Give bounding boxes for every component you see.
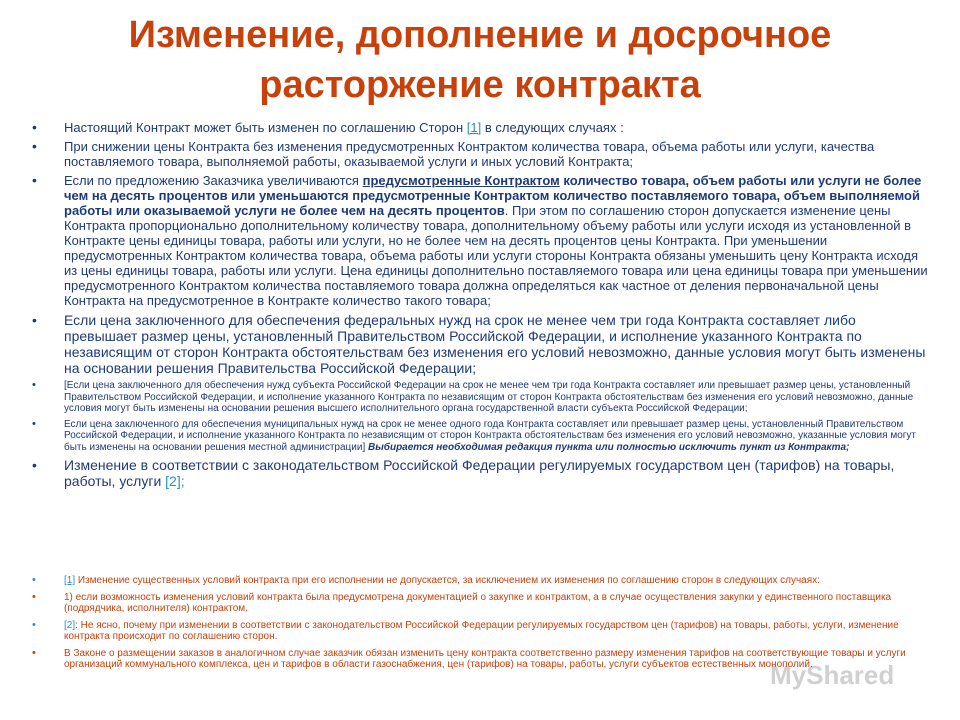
watermark-logo: MyShared <box>770 660 895 690</box>
footnote-item <box>28 575 928 587</box>
footnote-ref-2[interactable]: [2]; <box>165 473 185 489</box>
slide-title: Изменение, дополнение и досрочное расторжение контракта <box>128 14 832 106</box>
bullet-text: Если цена заключенного для обеспечения муниципальных нужд на срок не менее одного года Контракта составляет или превышает размер цены, установленный Правительством Российской Федерации, и исполнение указанного Контракта по независящим от сторон Контракта обстоятельствам без изменения его условий невозможно, указанные условия могут быть изменены на основании решения местной администрации] <box>64 418 916 453</box>
bullet-text: Изменение в соответствии с законодательством Российской Федерации регулируемых государством цен (тарифов) на товары, работы, услуги <box>64 457 895 489</box>
footnote-list <box>28 575 928 671</box>
underlined-link[interactable]: предусмотренные Контрактом <box>362 173 560 188</box>
bullet-text: Если по предложению Заказчика увеличиваются <box>64 173 363 188</box>
footnote-link-1[interactable]: [1] <box>466 120 482 135</box>
bullet-item <box>28 312 928 376</box>
footnote-item <box>28 620 928 643</box>
footnote-text: : Не ясно, почему при изменении в соответствии с законодательством Российской Федерации регулируемых государством цен (тарифов) на товары, работы, услуги, изменение контракта происходит по соглашению сторон. <box>64 619 899 642</box>
bullet-text: Если цена заключенного для обеспечения федеральных нужд на срок не менее чем три года Контракта составляет либо превышает размер цены, установленный Правительством Российской Федерации, и исполнение указанного Контракта по независящим от сторон Контракта обстоятельствам без изменения его условий невозможно, данные условия могут быть изменены на основании решения Правительства Российской Федерации; <box>64 312 926 376</box>
bullet-item <box>28 173 928 308</box>
bullet-text: При снижении цены Контракта без изменения предусмотренных Контрактом количества товара, объема работы или услуги, качества поставляемого товара, выполняемой работы, оказываемой услуги и иных условий Контракта; <box>64 139 875 169</box>
bullet-text: в следующих случаях : <box>481 120 624 135</box>
bullet-item <box>28 120 928 135</box>
bullet-item <box>28 380 928 415</box>
main-content <box>28 120 928 493</box>
bullet-item <box>28 139 928 169</box>
footnote-text: 1) если возможность изменения условий контракта была предусмотрена документацией о закупке и контрактом, а в случае осуществления закупки у единственного поставщика (подрядчика, исполнителя) контрактом. <box>64 591 892 614</box>
bullet-text: Настоящий Контракт может быть изменен по соглашению Сторон <box>64 120 467 135</box>
bullet-item <box>28 419 928 454</box>
footnote-item <box>28 592 928 615</box>
bold-text: количество товара, объем работы или услуги не более чем на десять процентов или уменьшаются предусмотренные Контрактом количество поставляемого товара, объем выполняемой работы или оказываемой услуги не более чем на десять процентов <box>64 173 922 218</box>
footnote-text: В Законе о размещении заказов в аналогичном случае заказчик обязан изменить цену контракта соответственно размеру изменения тарифов на соответствующие товары и услуги организаций коммунального комплекса, цен и тарифов в области газоснабжения, цен (тарифов) на товары, работы, услуги субъектов естественных монополий. <box>64 647 906 670</box>
bullet-list <box>28 120 928 489</box>
bullet-item <box>28 457 928 489</box>
footnote-anchor-1[interactable]: [1] <box>64 575 76 586</box>
bullet-text: . При этом по соглашению сторон допускается изменение цены Контракта пропорционально дополнительному количеству товара, дополнительному объему работы или услуги исходя из установленной в Контракте цены единицы товара, работы или услуги, но не более чем на десять процентов цены Контракта. При уменьшении предусмотренных Контрактом количества товара, объема работы или услуги стороны Контракта обязаны уменьшить цену Контракта исходя из цены единицы товара, работы или услуги. Цена единицы дополнительно поставляемого товара или цена единицы товара при уменьшении предусмотренного Контрактом количества поставляемого товара должна определяться как частное от деления первоначальной цены Контракта на предусмотренное в Контракте количество такого товара; <box>64 203 928 308</box>
bullet-text: [Если цена заключенного для обеспечения нужд субъекта Российской Федерации на срок не менее чем три года Контракта составляет или превышает размер цены, установленный Правительством Российской Федерации, и исполнение указанного Контракта по независящим от сторон Контракта обстоятельствам без изменения его условий невозможно, данные условия могут быть изменены на основании решения высшего исполнительного органа государственной власти субъекта Российской Федерации; <box>64 380 914 414</box>
footnote-text: Изменение существенных условий контракта при его исполнении не допускается, за исключением их изменения по соглашению сторон в следующих случаях: <box>75 575 820 586</box>
bold-italic-note: Выбирается необходимая редакция пункта или полностью исключить пункт из Контракта; <box>368 441 850 453</box>
footnote-anchor-2[interactable]: [2] <box>64 619 76 631</box>
